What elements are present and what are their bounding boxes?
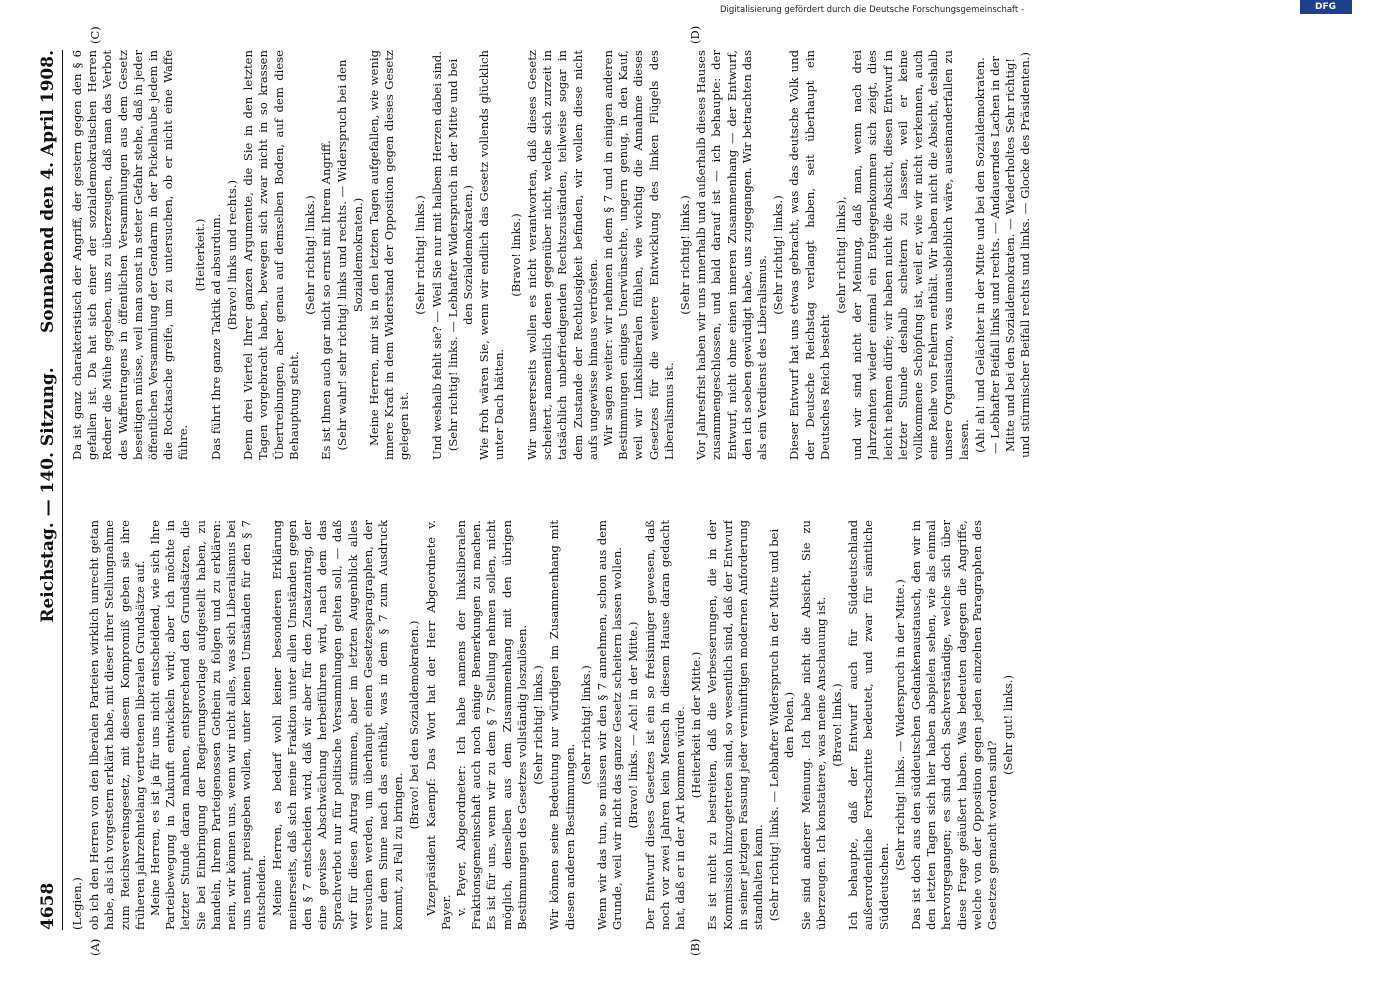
speech-paragraph: Meine Herren, es ist ja für uns nicht entscheidend, wie sich Ihre Parteibewegung in Zukunft entwickeln wird; aber ich möchte in letzter Stunde daran mahnen, entsprechend den Grundsätzen, die Sie bei Einbringung der Regierungsvorlage aufgestellt haben, zu handeln, Ihrem Parteigenossen Gothein zu folgen und zu erklären: nein, wir können uns, wenn wir nicht alles, was sich Liberalismus bei uns nennt, preisgeben wollen, unter keinen Umständen für den § 7 entscheiden. [148,520,269,930]
speech-paragraph: Sie sind anderer Meinung. Ich habe nicht die Absicht, Sie zu überzeugen. Ich konstatiere, was meine Anschauung ist. [798,520,828,930]
speech-paragraph: Wenn wir das tun, so müssen wir den § 7 annehmen, schon aus dem Grunde, weil wir nicht das ganze Gesetz scheitern lassen wollen. [594,520,625,930]
dfg-logo: DFG [1300,0,1352,14]
speech-paragraph: und wir sind nicht der Meinung, daß man, wenn nach drei Jahrzehnten wieder einmal ein Entgegenkommen sich zeigt, dies leicht nehmen dürfe; wir haben nicht die Absicht, diesen Entwurf in letzter Stunde deshalb scheitern zu lassen, weil er keine vollkommene Schöpfung ist, weil er, wie wir nicht verkennen, auch eine Reihe von Fehlern enthält. Wir haben nicht die Absicht, deshalb unsere Organisation, was unausbleiblich wäre, auseinanderfallen zu lassen. [850,50,971,460]
speech-interjection: (Ah! ah! und Gelächter in der Mitte und bei den Sozialdemokraten. — Lebhafter Beifall links und rechts. — Andauerndes Lachen in der Mitte und bei den Sozialdemokraten. — Wiederholtes Sehr richtig! und stürmischer Beifall rechts und links. — Glocke des Präsidenten.) [972,52,1033,458]
margin-marker-b: (B) [688,938,702,956]
speech-interjection: (Sehr richtig! links.) [677,195,692,315]
speech-paragraph: ob ich den Herren von den liberalen Parteien wirklich unrecht getan habe, als ich vorgestern erklärt habe, mit dieser ihrer Stellungnahme zum Reichsvereinsgesetz, mit diesem Kompromiß geben sie ihre früheren jahrzehntelang vertretenen liberalen Grundsätze auf. [87,520,147,930]
speech-paragraph: Vor Jahresfrist haben wir uns innerhalb und außerhalb dieses Hauses zusammengeschlossen, und bald darauf ist — ich behaupte: der Entwurf, nicht ohne einen inneren Zusammenhang — der Entwurf, den ich soeben gewürdigt habe, uns zugegangen. Wir betrachten das als ein Verdienst des Liberalismus. [694,50,769,460]
speech-interjection: (Sehr wahr! sehr richtig! links und rechts. — Widerspruch bei den Sozialdemokraten.) [335,59,365,451]
speech-interjection: (Sehr richtig! links. — Widerspruch in der Mitte.) [892,579,907,871]
speech-paragraph: Meine Herren, mir ist in den letzten Tagen aufgefallen, wie wenig innere Kraft in dem Widerstand der Opposition gegen dieses Gesetz gelegen ist. [366,50,412,460]
speech-paragraph: Das ist doch aus den süddeutschen Gedankenaustausch, den wir in den letzten Tagen sich hier haben abspielen sehen, wie als einmal hervorgegangen; es sind doch Sachverständige, welche sich über diese Frage geäußert haben. Was bedeuten dagegen die Angriffe, welche von der Opposition gegen jeden einzelnen Paragraphen des Gesetzes gemacht worden sind? [908,520,999,930]
speech-interjection: (Sehr richtig! links. — Lebhafter Widerspruch in der Mitte und bei den Sozialdemokraten.) [445,58,476,452]
speech-paragraph: Wie froh wären Sie, wenn wir endlich das Gesetz vollends glücklich unter Dach hätten. [477,50,507,460]
speech-paragraph: Wir können seine Bedeutung nur würdigen im Zusammenhang mit diesen anderen Bestimmungen. [547,520,577,930]
page-header [28,50,63,930]
speech-interjection: (Sehr richtig! links.) [771,195,786,315]
speech-interjection: (Sehr gut! links.) [1001,675,1016,775]
speech-paragraph: Dieser Entwurf hat uns etwas gebracht, was das deutsche Volk und der Deutsche Reichstag verlangt haben, seit überhaupt ein Deutsches Reich besteht [787,50,832,460]
speech-interjection: (Bravo! links.) [829,683,844,767]
session-title: Reichstag. — 140. Sitzung. [38,367,58,623]
speech-interjection: (Bravo! links. — Ach! in der Mitte.) [626,621,641,829]
speech-paragraph: Und weshalb fehlt sie? — Weil Sie nur mit halbem Herzen dabei sind. [429,51,444,460]
speech-interjection: (Heiterkeit.) [192,218,207,292]
speech-paragraph: Es ist Ihnen auch gar nicht so ernst mit Ihrem Angriff. [319,140,334,460]
speech-paragraph: Es ist nicht zu bestreiten, daß die Verbesserungen, die in der Kommission hinzugetreten sind, so wesentlich sind, daß der Entwurf in seiner jetzigen Fassung jeder vernünftigen modernen Anforderung standhalten kann. [705,520,765,930]
speech-interjection: (Bravo! bei den Sozialdemokraten.) [407,620,422,830]
speech-paragraph: Da ist ganz charakteristisch der Angriff, der gestern gegen den § 6 gefallen ist. Da hat sich einer der sozialdemokratischen Herren Redner die Mühe gegeben, uns zu überzeugen, daß man das Verbot des Waffentragens in öffentlichen Versammlungen aus dem Gesetz beseitigen müsse, weil man sonst in steter Gefahr stehe, daß in jeder öffentlichen Versammlung der Gendarm in der Pickelhaube jedem in die Rocktasche greife, um zu untersuchen, ob er nicht eine Waffe führe. [70,50,191,460]
margin-marker-c: (C) [88,26,102,44]
speech-interjection: (Heiterkeit in der Mitte.) [689,651,704,799]
speech-interjection: (sehr richtig! links), [833,196,848,314]
speech-interjection: (Bravo! links.) [508,213,523,297]
speech-interjection: (Sehr richtig! links.) [303,195,318,315]
speech-paragraph: Ich behaupte, daß der Entwurf auch für Süddeutschland außerordentliche Fortschritte bedeutet, und zwar für sämtliche Süddeutschen. [846,520,891,930]
text-column-right [70,50,1340,460]
speech-interjection: (Sehr richtig! links. — Lebhafter Widerspruch in der Mitte und bei den Polen.) [767,528,797,922]
speech-paragraph: Denn drei Viertel Ihrer ganzen Argumente, die Sie in den letzten Tagen vorgebracht haben, bewegen sich zwar nicht in so krassen Übertreibungen, aber genau auf demselben Boden, auf dem diese Behauptung steht. [241,50,301,460]
speech-paragraph: (Legien.) [70,877,84,930]
speech-interjection: (Sehr richtig! links.) [413,195,428,315]
speech-paragraph: Der Entwurf dieses Gesetzes ist ein so freisinniger gewesen, daß noch vor zwei Jahren kein Mensch in diesem Hause daran gedacht hat, daß er in der Art kommen würde. [642,520,687,930]
speech-interjection: (Bravo! links und rechts.) [225,179,240,331]
speech-paragraph: Vizepräsident Kaempf: Das Wort hat der Herr Abgeordnete v. Payer. [423,520,453,930]
text-column-left [70,520,1340,930]
speech-paragraph: Meine Herren, es bedarf wohl keiner besonderen Erklärung meinerseits, daß sich meine Fraktion unter allen Umständen gegen den § 7 entscheiden wird, daß wir aber für den Zusatzantrag, der eine gewisse Abschwächung herbeiführen wird, nach dem das Sprachverbot nur für politische Versammlungen gelten soll, — daß wir für diesen Antrag stimmen, aber im letzten Augenblick alles versuchen werden, um überhaupt einen Gesetzesparagraphen, der nur dem Sinne nach das enthält, was in dem § 7 zum Ausdruck kommt, zu Fall zu bringen. [269,520,406,930]
speech-paragraph: Wir sagen weiter: wir nehmen in dem § 7 und in einigen anderen Bestimmungen einiges Unerwünschte, ungern genug, in den Kauf, weil wir Linksliberalen fühlen, wie wichtig die Annahme dieses Gesetzes für die weitere Entwicklung des linken Flügels des Liberalismus ist. [600,50,676,460]
session-date: Sonnabend den 4. April 1908. [38,50,58,333]
speech-interjection: (Sehr richtig! links.) [578,665,593,785]
speech-paragraph: Das führt Ihre ganze Taktik ad absurdum. [208,213,223,460]
digitization-note: Digitalisierung gefördert durch die Deutsche Forschungsgemeinschaft - [720,5,1024,15]
speech-paragraph: Wir unsererseits wollen es nicht verantworten, daß dieses Gesetz scheitert, namentlich denen gegenüber nicht, welche sich zurzeit in tatsächlich unbefriedigenden Rechtszuständen, teilweise sogar in dem Zustande der Rechtlosigkeit befinden, wir wollen diese nicht aufs ungewisse hinaus vertrösten. [524,50,600,460]
speech-interjection: (Sehr richtig! links.) [531,665,546,785]
margin-marker-d: (D) [688,25,702,44]
margin-marker-a: (A) [88,938,102,956]
speech-paragraph: v. Payer, Abgeordneter: Ich habe namens der linksliberalen Fraktionsgemeinschaft auch noch einige Bemerkungen zu machen. Es ist für uns, wenn wir zu dem § 7 Stellung nehmen sollen, nicht möglich, denselben aus dem Zusammenhang mit den übrigen Bestimmungen des Gesetzes vollständig loszulösen. [454,520,529,930]
page-number: 4658 [38,882,58,930]
